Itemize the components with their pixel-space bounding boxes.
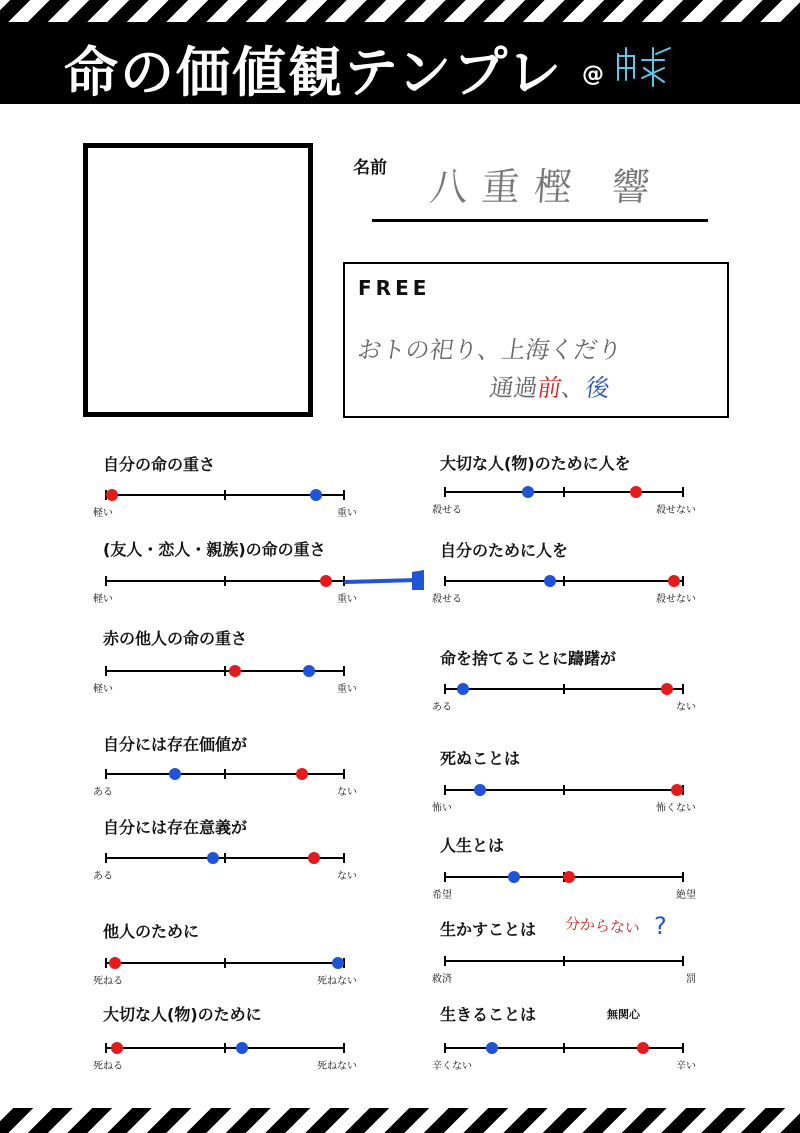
scale-left-label: 希望 <box>432 890 452 901</box>
name-value: 八重樫 響 <box>428 165 666 209</box>
name-underline <box>372 219 708 222</box>
scale-tick <box>105 576 107 586</box>
scale-tick <box>444 956 446 966</box>
scale-left-label: 殺せる <box>432 594 462 605</box>
red-marker <box>637 1042 649 1054</box>
photo-frame <box>83 143 313 417</box>
blue-marker <box>474 784 486 796</box>
top-stripe-border <box>0 0 800 22</box>
scale-tick <box>224 853 226 863</box>
red-marker <box>630 486 642 498</box>
red-marker <box>668 575 680 587</box>
scale-title: 大切な人(物)のために人を <box>440 454 631 473</box>
free-text-separator: 、 <box>559 374 588 402</box>
red-marker <box>661 683 673 695</box>
red-marker <box>308 852 320 864</box>
page-title: 命の価値観テンプレ <box>64 41 564 104</box>
scale-tick <box>682 1043 684 1053</box>
scale-tick <box>343 490 345 500</box>
scale-tick <box>563 785 565 795</box>
scale-tick <box>343 576 345 586</box>
scale-title: 自分のために人を <box>440 541 569 560</box>
free-text-red: 前 <box>535 374 564 402</box>
scale-tick <box>105 769 107 779</box>
scale-left-label: 軽い <box>93 594 113 605</box>
scale-line <box>444 491 684 493</box>
scale-tick <box>444 785 446 795</box>
scale-line <box>105 1047 345 1049</box>
scale-left-label: 殺せる <box>432 505 462 516</box>
blue-marker <box>332 957 344 969</box>
annotation-wakaranai: 分からない <box>564 914 641 938</box>
blue-marker <box>207 852 219 864</box>
red-marker <box>111 1042 123 1054</box>
annotation-question-mark: ? <box>654 912 667 940</box>
at-symbol: @ <box>582 62 604 87</box>
blue-marker <box>508 871 520 883</box>
scale-tick <box>444 684 446 694</box>
scale-right-label: 殺せない <box>656 505 696 516</box>
red-marker <box>109 957 121 969</box>
scale-right-label: 殺せない <box>656 594 696 605</box>
red-marker <box>106 489 118 501</box>
scale-tick <box>224 666 226 676</box>
scale-right-label: 絶望 <box>676 890 696 901</box>
scale-tick <box>224 490 226 500</box>
scale-title: 命を捨てることに躊躇が <box>440 649 617 668</box>
scale-tick <box>343 1043 345 1053</box>
scale-left-label: 死ねる <box>93 976 123 987</box>
scale-tick <box>105 958 107 968</box>
scale-tick <box>563 1043 565 1053</box>
scale-title: (友人・恋人・親族)の命の重さ <box>103 540 326 559</box>
blue-marker <box>236 1042 248 1054</box>
scale-title: 自分には存在意義が <box>103 818 248 837</box>
scale-tick <box>105 666 107 676</box>
scale-right-label: 重い <box>337 684 357 695</box>
scale-right-label: ない <box>337 787 357 798</box>
scale-title: 自分の命の重さ <box>103 455 216 474</box>
name-label: 名前 <box>353 158 387 178</box>
scale-title: 他人のために <box>103 922 200 941</box>
scale-left-label: 怖い <box>432 803 452 814</box>
scale-title: 赤の他人の命の重さ <box>103 629 248 648</box>
scale-title: 死ぬことは <box>440 749 521 768</box>
author-signature-icon <box>612 42 672 90</box>
scale-line <box>444 580 684 582</box>
scale-tick <box>224 576 226 586</box>
red-marker <box>296 768 308 780</box>
scale-tick <box>444 872 446 882</box>
red-marker <box>671 784 683 796</box>
scale-tick <box>682 872 684 882</box>
scale-tick <box>444 487 446 497</box>
scale-tick <box>563 487 565 497</box>
scale-right-label: 死ねない <box>317 1061 357 1072</box>
scale-left-label: ある <box>93 787 113 798</box>
scale-left-label: ある <box>432 702 452 713</box>
scale-line <box>105 773 345 775</box>
scale-right-label: 罰 <box>686 974 696 985</box>
scale-title: 生かすことは <box>440 920 537 939</box>
blue-marker <box>544 575 556 587</box>
scale-tick <box>343 853 345 863</box>
scale-left-label: 辛くない <box>432 1061 472 1072</box>
blue-marker <box>522 486 534 498</box>
free-label: FREE <box>358 276 431 300</box>
scale-tick <box>105 1043 107 1053</box>
red-marker <box>563 871 575 883</box>
scale-title: 生きることは <box>440 1005 537 1024</box>
scale-left-label: 死ねる <box>93 1061 123 1072</box>
scale-tick <box>224 958 226 968</box>
bottom-stripe-border <box>0 1108 800 1133</box>
red-marker <box>320 575 332 587</box>
scale-right-label: 死ねない <box>317 976 357 987</box>
annotation-mukanshin: 無関心 <box>607 1008 640 1021</box>
scale-tick <box>682 956 684 966</box>
scale-line <box>105 580 345 582</box>
scale-line <box>105 494 345 496</box>
red-marker <box>229 665 241 677</box>
scale-tick <box>682 576 684 586</box>
scale-line <box>105 962 345 964</box>
scale-left-label: 軽い <box>93 508 113 519</box>
scale-tick <box>563 684 565 694</box>
scale-title: 人生とは <box>440 836 505 855</box>
free-text-line2 <box>488 368 613 403</box>
scale-left-label: 軽い <box>93 684 113 695</box>
scale-title: 自分には存在価値が <box>103 735 248 754</box>
scale-right-label: 重い <box>337 594 357 605</box>
free-text-prefix: 通過 <box>487 374 540 402</box>
blue-marker <box>303 665 315 677</box>
scale-tick <box>563 956 565 966</box>
scale-right-label: ない <box>676 702 696 713</box>
scale-right-label: 怖くない <box>656 803 696 814</box>
blue-marker <box>457 683 469 695</box>
blue-marker <box>310 489 322 501</box>
free-text-line1: おトの祀り、上海くだり <box>355 336 624 364</box>
scale-tick <box>444 576 446 586</box>
scale-tick <box>563 576 565 586</box>
scale-tick <box>682 487 684 497</box>
scale-line <box>444 688 684 690</box>
scale-tick <box>682 684 684 694</box>
scale-left-label: ある <box>93 871 113 882</box>
scale-tick <box>343 666 345 676</box>
scale-right-label: 重い <box>337 508 357 519</box>
scale-tick <box>343 769 345 779</box>
scale-line <box>444 960 684 962</box>
scale-tick <box>224 769 226 779</box>
scale-left-label: 救済 <box>432 974 452 985</box>
scale-right-label: ない <box>337 871 357 882</box>
blue-marker <box>486 1042 498 1054</box>
scale-right-label: 辛い <box>676 1061 696 1072</box>
scale-tick <box>224 1043 226 1053</box>
scale-tick <box>105 853 107 863</box>
scale-tick <box>444 1043 446 1053</box>
blue-marker <box>169 768 181 780</box>
scale-title: 大切な人(物)のために <box>103 1005 262 1024</box>
free-text-blue: 後 <box>583 374 612 402</box>
